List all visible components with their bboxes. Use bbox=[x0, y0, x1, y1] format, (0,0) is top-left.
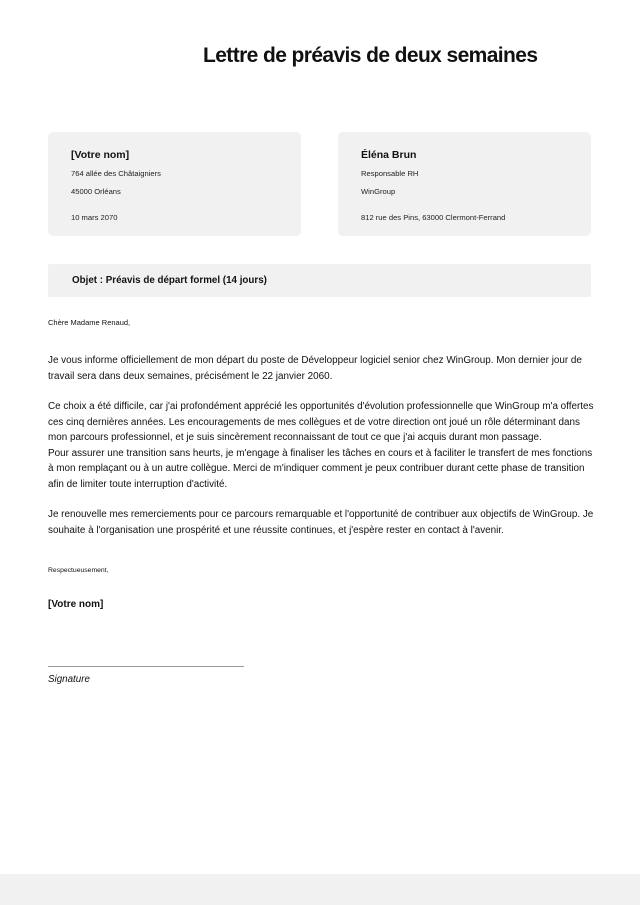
signature-line bbox=[48, 666, 244, 667]
sender-city: 45000 Orléans bbox=[71, 187, 121, 196]
document-title: Lettre de préavis de deux semaines bbox=[203, 44, 538, 67]
sender-address: 764 allée des Châtaigniers bbox=[71, 169, 161, 178]
sender-date: 10 mars 2070 bbox=[71, 213, 118, 222]
body-paragraph: Je renouvelle mes remerciements pour ce parcours remarquable et l'opportunité de contribuer aux objectifs de WinGroup. Je souhaite à l'organisation une prospérité et une réussite continues, et j'espère rester en contact à l'avenir. bbox=[48, 509, 594, 536]
body-paragraph: Je vous informe officiellement de mon départ du poste de Développeur logiciel senior chez WinGroup. Mon dernier jour de travail sera dans deux semaines, précisément le 22 janvier 2060. bbox=[48, 355, 582, 382]
subject-text: Objet : Préavis de départ formel (14 jours) bbox=[72, 275, 267, 286]
sender-name: [Votre nom] bbox=[71, 149, 130, 161]
page-footer-bar bbox=[0, 874, 640, 905]
recipient-name: Éléna Brun bbox=[361, 149, 417, 161]
recipient-card bbox=[338, 132, 591, 236]
signature-label: Signature bbox=[48, 674, 90, 685]
recipient-role: Responsable RH bbox=[361, 169, 419, 178]
body-paragraph: Ce choix a été difficile, car j'ai profondément apprécié les opportunités d'évolution professionnelle que WinGroup m'a offertes ces cinq dernières années. Les encouragements de mes collègues et de votre direction ont joué un rôle déterminant dans mon parcours professionnel, et je suis sincèrement reconnaissant de tout ce que j'ai acquis durant mon passage. bbox=[48, 401, 594, 443]
salutation: Chère Madame Renaud, bbox=[48, 318, 131, 327]
body-paragraph: Pour assurer une transition sans heurts, je m'engage à finaliser les tâches en cours et à faciliter le transfert de mes fonctions à mon remplaçant ou à un autre collègue. Merci de m'indiquer comment je peux contribuer durant cette phase de transition afin de limiter toute interruption d'activité. bbox=[48, 447, 593, 490]
recipient-company: WinGroup bbox=[361, 187, 396, 196]
recipient-address: 812 rue des Pins, 63000 Clermont-Ferrand bbox=[361, 213, 506, 222]
letter-body bbox=[48, 353, 596, 553]
sender-card bbox=[48, 132, 301, 236]
subject-banner bbox=[48, 264, 591, 297]
signer-name: [Votre nom] bbox=[48, 599, 104, 610]
closing: Respectueusement, bbox=[48, 567, 109, 574]
